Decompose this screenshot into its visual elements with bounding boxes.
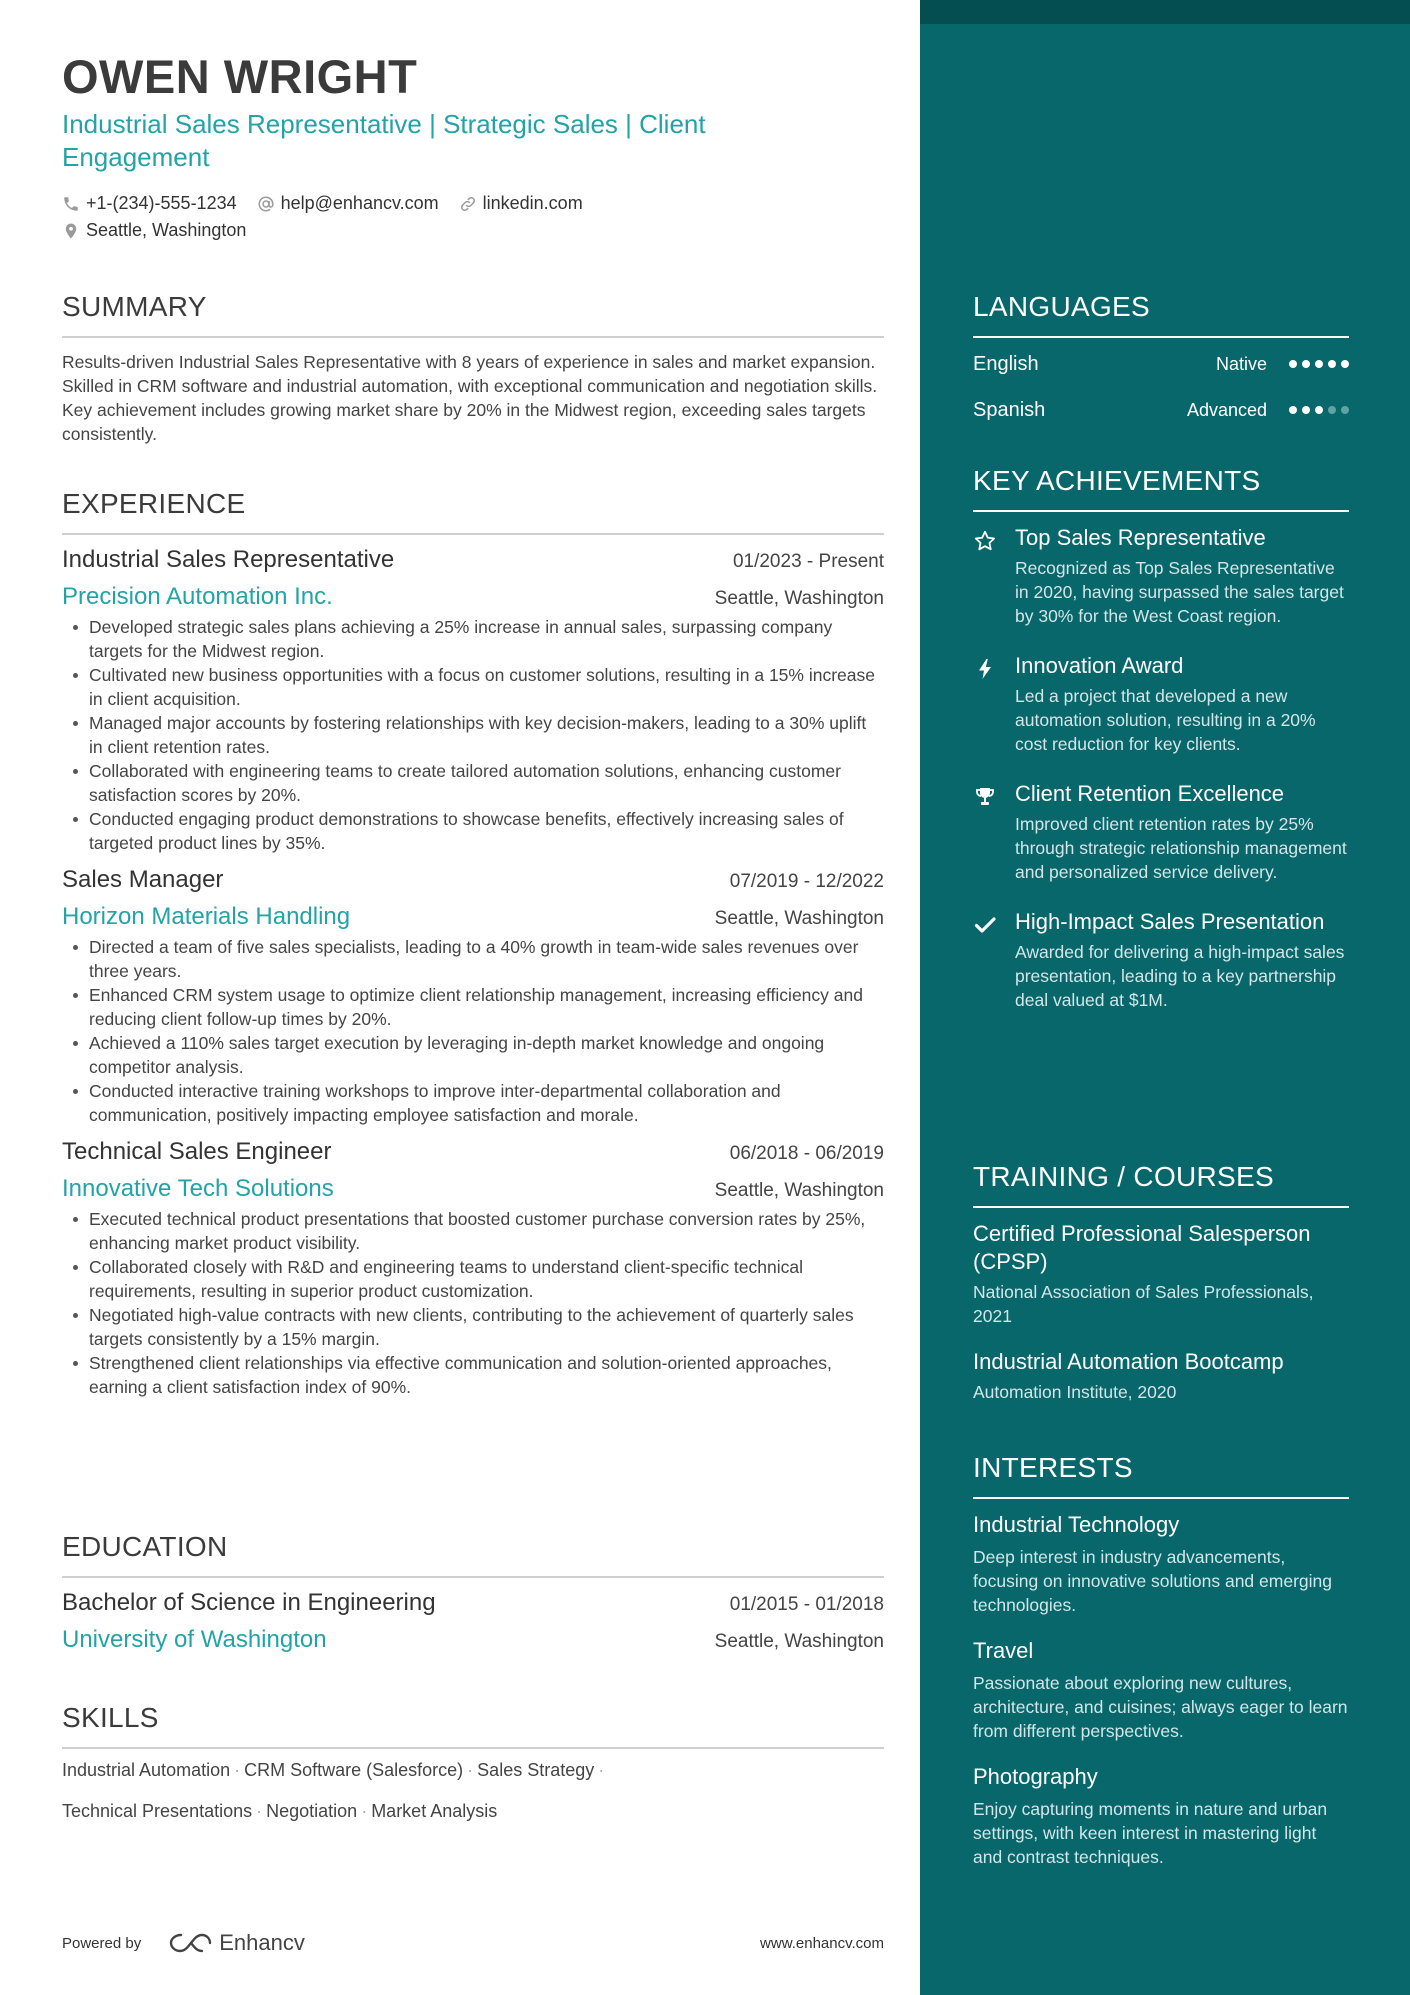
degree-title: Bachelor of Science in Engineering: [62, 1589, 436, 1616]
linkedin-contact[interactable]: [459, 193, 583, 214]
language-item: [973, 341, 1349, 387]
section-divider: [62, 533, 884, 535]
course-desc: National Association of Sales Professionals, 2021: [973, 1282, 1314, 1326]
location-contact: [62, 220, 246, 241]
skills-section: [62, 1701, 884, 1832]
achievement-item: [973, 908, 1349, 1012]
summary-title: SUMMARY: [62, 291, 207, 322]
bullet-item: Conducted interactive training workshops to improve inter-departmental collaboration and communication, positively impacting employee satisfaction and morale.: [62, 1079, 884, 1127]
languages-section: [973, 290, 1349, 433]
training-title: TRAINING / COURSES: [973, 1161, 1274, 1192]
job-entry: [62, 545, 884, 855]
course-item: [973, 1348, 1349, 1404]
section-divider: [973, 510, 1349, 512]
linkedin-text: linkedin.com: [482, 193, 583, 213]
job-title: Technical Sales Engineer: [62, 1138, 332, 1165]
summary-section: [62, 290, 884, 446]
achievement-desc: Recognized as Top Sales Representative in 2020, having surpassed the sales target by 30% for the West Coast region.: [1015, 558, 1344, 626]
achievement-desc: Led a project that developed a new automation solution, resulting in a 20% cost reduction for key clients.: [1015, 686, 1316, 754]
achievement-title: High-Impact Sales Presentation: [1015, 909, 1325, 934]
proficiency-dot-filled: [1315, 360, 1323, 368]
job-dates: 07/2019 - 12/2022: [729, 871, 884, 892]
powered-by: [62, 1930, 305, 1956]
language-level: Advanced: [1186, 399, 1267, 420]
enhancv-logo[interactable]: [167, 1930, 305, 1956]
skill-separator: ·: [361, 1801, 368, 1821]
section-divider: [973, 1206, 1349, 1208]
education-section: [62, 1530, 884, 1656]
proficiency-dot-filled: [1289, 360, 1297, 368]
enhancv-logo-icon: [167, 1931, 213, 1955]
skill-separator: ·: [598, 1760, 605, 1780]
achievement-title: Client Retention Excellence: [1015, 781, 1285, 806]
summary-text: Results-driven Industrial Sales Representative with 8 years of experience in sales and market expansion. Skilled in CRM software and industrial automation, with exceptional communication and negotiation skills. Key achievement includes growing market share by 20% in the Midwest region, exceeding sales targets consistently.: [62, 352, 878, 444]
achievement-desc: Awarded for delivering a high-impact sales presentation, leading to a key partnership deal valued at $1M.: [1015, 942, 1345, 1010]
achievement-item: [973, 652, 1349, 756]
email-contact[interactable]: [257, 193, 439, 214]
phone-text: +1-(234)-555-1234: [86, 193, 237, 213]
proficiency-dot-empty: [1341, 406, 1349, 414]
achievements-section: [973, 464, 1349, 1012]
sidebar-top-band: [920, 0, 1410, 24]
link-icon: [459, 195, 477, 213]
achievement-title: Innovation Award: [1015, 653, 1184, 678]
job-bullets: [62, 935, 884, 1127]
job-location: Seattle, Washington: [714, 588, 884, 609]
interest-desc: Enjoy capturing moments in nature and urban settings, with keen interest in mastering light and contrast techniques.: [973, 1799, 1328, 1867]
skills-line: [62, 1791, 884, 1832]
proficiency-dot-filled: [1302, 360, 1310, 368]
section-divider: [973, 336, 1349, 338]
company-name: Innovative Tech Solutions: [62, 1175, 334, 1202]
interest-title: Industrial Technology: [973, 1512, 1180, 1537]
job-bullets: [62, 615, 884, 855]
location-text: Seattle, Washington: [86, 220, 247, 240]
section-divider: [62, 1747, 884, 1749]
proficiency-dots: [1289, 360, 1349, 368]
main-column: [62, 50, 884, 1821]
bullet-item: Achieved a 110% sales target execution by leveraging in-depth market knowledge and ongoing competitor analysis.: [62, 1031, 884, 1079]
job-location: Seattle, Washington: [714, 1180, 884, 1201]
at-icon: [257, 195, 275, 213]
interests-section: [973, 1451, 1349, 1869]
contact-info: [62, 190, 884, 244]
bullet-item: Enhanced CRM system usage to optimize client relationship management, increasing efficiency and reducing client follow-up times by 20%.: [62, 983, 884, 1031]
section-divider: [62, 1576, 884, 1578]
email-text: help@enhancv.com: [280, 193, 439, 213]
language-name: Spanish: [973, 398, 1046, 421]
skill-item: Industrial Automation: [62, 1760, 231, 1780]
job-entry: [62, 865, 884, 1127]
job-location: Seattle, Washington: [714, 908, 884, 929]
achievements-title: KEY ACHIEVEMENTS: [973, 465, 1261, 496]
training-section: [973, 1160, 1349, 1404]
job-entry: [62, 1137, 884, 1399]
job-title: Sales Manager: [62, 866, 224, 893]
bullet-item: Managed major accounts by fostering relationships with key decision-makers, leading to a 30% uplift in client retention rates.: [62, 711, 884, 759]
sidebar: [920, 0, 1410, 1995]
skill-item: CRM Software (Salesforce): [244, 1760, 464, 1780]
bolt-icon: [973, 652, 1001, 756]
interest-title: Photography: [973, 1764, 1098, 1789]
achievement-desc: Improved client retention rates by 25% through strategic relationship management and personalized service delivery.: [1015, 814, 1347, 882]
skills-line: [62, 1750, 884, 1791]
company-name: Precision Automation Inc.: [62, 583, 333, 610]
proficiency-dot-filled: [1302, 406, 1310, 414]
phone-contact[interactable]: [62, 193, 237, 214]
company-name: Horizon Materials Handling: [62, 903, 351, 930]
bullet-item: Collaborated closely with R&D and engineering teams to understand client-specific technical requirements, resulting in superior product customization.: [62, 1255, 884, 1303]
bullet-item: Developed strategic sales plans achieving a 25% increase in annual sales, surpassing company targets for the Midwest region.: [62, 615, 884, 663]
bullet-item: Strengthened client relationships via effective communication and solution-oriented approaches, earning a client satisfaction index of 90%.: [62, 1351, 884, 1399]
experience-section: [62, 487, 884, 1399]
skill-item: Negotiation: [266, 1801, 358, 1821]
location-pin-icon: [62, 222, 80, 240]
skill-separator: ·: [256, 1801, 263, 1821]
education-title: EDUCATION: [62, 1531, 228, 1562]
job-dates: 06/2018 - 06/2019: [729, 1143, 884, 1164]
skill-separator: ·: [234, 1760, 241, 1780]
brand-name: Enhancv: [219, 1930, 305, 1955]
interest-item: [973, 1511, 1349, 1617]
bullet-item: Cultivated new business opportunities with a focus on customer solutions, resulting in a 15% increase in client acquisition.: [62, 663, 884, 711]
language-name: English: [973, 352, 1039, 375]
phone-icon: [62, 195, 80, 213]
bullet-item: Directed a team of five sales specialists, leading to a 40% growth in team-wide sales revenues over three years.: [62, 935, 884, 983]
skill-item: Technical Presentations: [62, 1801, 253, 1821]
language-level: Native: [1215, 353, 1267, 374]
bullet-item: Negotiated high-value contracts with new clients, contributing to the achievement of quarterly sales targets consistently by a 15% margin.: [62, 1303, 884, 1351]
footer: [62, 1930, 884, 1956]
headline: Industrial Sales Representative | Strategic Sales | Client Engagement: [62, 109, 706, 172]
interest-title: Travel: [973, 1638, 1034, 1663]
bullet-item: Conducted engaging product demonstrations to showcase benefits, effectively increasing sales of targeted product lines by 35%.: [62, 807, 884, 855]
languages-title: LANGUAGES: [973, 291, 1150, 322]
skill-separator: ·: [467, 1760, 474, 1780]
candidate-name: OWEN WRIGHT: [62, 50, 418, 103]
education-dates: 01/2015 - 01/2018: [729, 1594, 884, 1615]
course-desc: Automation Institute, 2020: [973, 1382, 1177, 1402]
language-item: [973, 387, 1349, 433]
proficiency-dot-empty: [1328, 406, 1336, 414]
achievement-title: Top Sales Representative: [1015, 525, 1266, 550]
proficiency-dot-filled: [1341, 360, 1349, 368]
section-divider: [62, 336, 884, 338]
experience-title: EXPERIENCE: [62, 488, 246, 519]
bullet-item: Collaborated with engineering teams to create tailored automation solutions, enhancing customer satisfaction scores by 20%.: [62, 759, 884, 807]
proficiency-dot-filled: [1328, 360, 1336, 368]
section-divider: [973, 1497, 1349, 1499]
proficiency-dot-filled: [1289, 406, 1297, 414]
course-item: [973, 1220, 1349, 1328]
course-title: Certified Professional Salesperson (CPSP): [973, 1221, 1311, 1274]
proficiency-dot-filled: [1315, 406, 1323, 414]
job-bullets: [62, 1207, 884, 1399]
job-dates: 01/2023 - Present: [732, 551, 884, 572]
powered-by-label: Powered by: [62, 1934, 142, 1952]
skill-item: Sales Strategy: [477, 1760, 595, 1780]
skills-title: SKILLS: [62, 1702, 159, 1733]
bullet-item: Executed technical product presentations that boosted customer purchase conversion rates by 25%, enhancing market product visibility.: [62, 1207, 884, 1255]
trophy-icon: [973, 780, 1001, 884]
skill-item: Market Analysis: [371, 1801, 498, 1821]
proficiency-dots: [1289, 406, 1349, 414]
interest-item: [973, 1637, 1349, 1743]
check-icon: [973, 908, 1001, 1012]
achievement-item: [973, 780, 1349, 884]
education-location: Seattle, Washington: [714, 1631, 884, 1652]
interest-desc: Passionate about exploring new cultures, architecture, and cuisines; always eager to learn from different perspectives.: [973, 1673, 1348, 1741]
job-title: Industrial Sales Representative: [62, 546, 395, 573]
star-icon: [973, 524, 1001, 628]
school-name: University of Washington: [62, 1626, 327, 1653]
footer-url[interactable]: www.enhancv.com: [760, 1934, 884, 1952]
interest-desc: Deep interest in industry advancements, focusing on innovative solutions and emerging technologies.: [973, 1547, 1332, 1615]
interests-title: INTERESTS: [973, 1452, 1133, 1483]
course-title: Industrial Automation Bootcamp: [973, 1349, 1284, 1374]
achievement-item: [973, 524, 1349, 628]
interest-item: [973, 1763, 1349, 1869]
